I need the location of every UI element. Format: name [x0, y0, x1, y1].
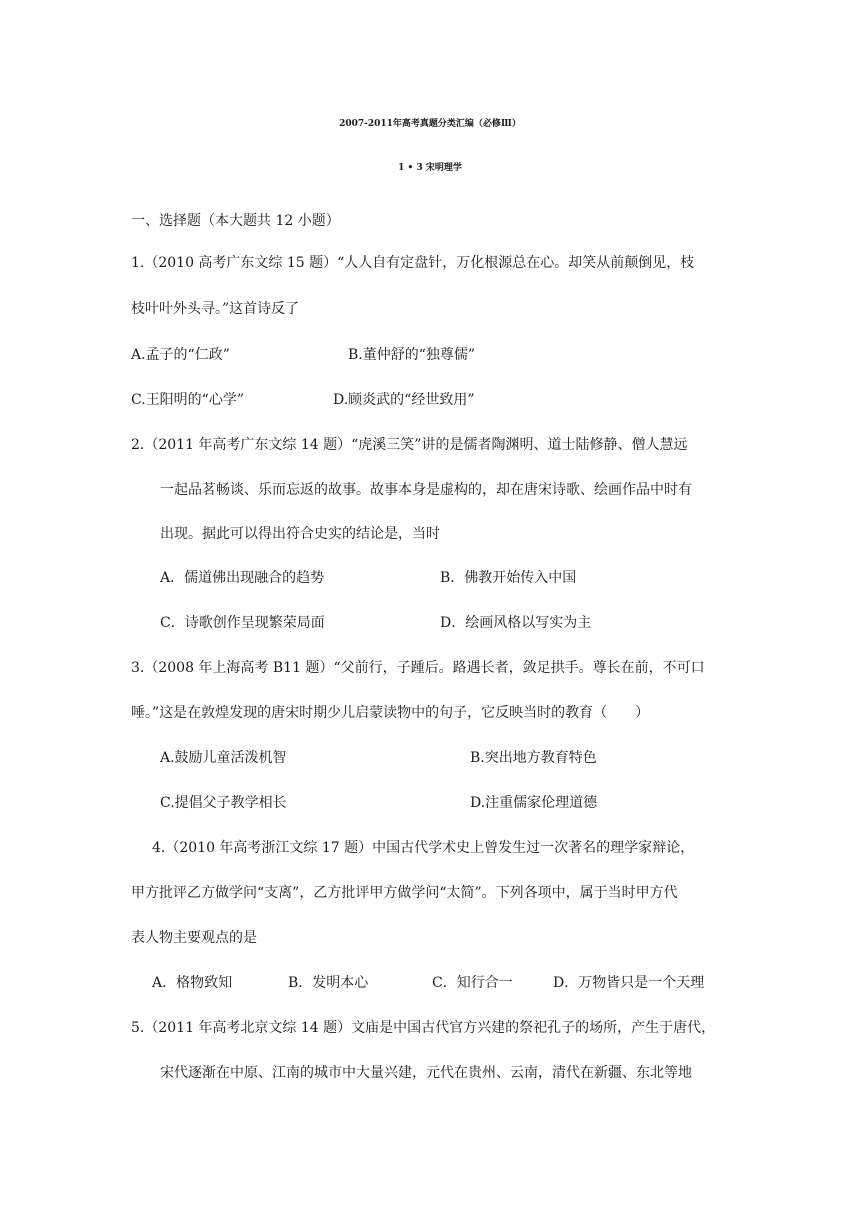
question-1-option-d: D.顾炎武的“经世致用”	[333, 392, 475, 408]
question-2-line-1: 2.（2011 年高考广东文综 14 题）“虎溪三笑”讲的是儒者陶渊明、道士陆修静、僧人慧远	[131, 437, 688, 453]
question-2-option-c: C．诗歌创作呈现繁荣局面	[160, 615, 325, 631]
question-4-line-2: 甲方批评乙方做学问“支离”，乙方批评甲方做学问“太简”。下列各项中，属于当时甲方代	[131, 885, 678, 901]
question-5-line-2: 宋代逐渐在中原、江南的城市中大量兴建，元代在贵州、云南，清代在新疆、东北等地	[160, 1065, 692, 1081]
question-1-line-1: 1.（2010 高考广东文综 15 题）“人人自有定盘针，万化根源总在心。却笑从前颠倒见，枝	[131, 255, 695, 271]
document-title: 2007-2011年高考真题分类汇编（必修Ⅲ）	[339, 119, 521, 129]
question-5-line-1: 5.（2011 年高考北京文综 14 题）文庙是中国古代官方兴建的祭祀孔子的场所，产生于唐代，	[131, 1020, 716, 1036]
question-4-option-d: D．万物皆只是一个天理	[553, 975, 705, 991]
document-subtitle: 1 • 3 宋明理学	[398, 163, 462, 173]
section-heading: 一、选择题（本大题共 12 小题）	[131, 213, 340, 229]
question-1-option-a: A.孟子的“仁政”	[131, 347, 230, 363]
question-1-line-2: 枝叶叶外头寻。”这首诗反了	[131, 301, 300, 317]
question-3-option-d: D.注重儒家伦理道德	[470, 795, 598, 811]
question-3-line-1: 3.（2008 年上海高考 B11 题）“父前行，子踵后。路遇长者，敛足拱手。尊长在前，不可口	[131, 660, 705, 676]
question-3-line-2: 唾。”这是在敦煌发现的唐宋时期少儿启蒙读物中的句子，它反映当时的教育（ ）	[131, 705, 650, 721]
question-4-option-b: B．发明本心	[288, 975, 369, 991]
question-2-line-2: 一起品茗畅谈、乐而忘返的故事。故事本身是虚构的，却在唐宋诗歌、绘画作品中时有	[160, 482, 692, 498]
question-4-line-3: 表人物主要观点的是	[131, 930, 257, 946]
question-4-option-c: C．知行合一	[432, 975, 513, 991]
question-3-option-a: A.鼓励儿童活泼机智	[160, 750, 287, 766]
question-3-option-c: C.提倡父子教学相长	[160, 795, 287, 811]
question-4-line-1: 4.（2010 年高考浙江文综 17 题）中国古代学术史上曾发生过一次著名的理学家辩论，	[152, 840, 695, 856]
question-4-option-a: A．格物致知	[152, 975, 233, 991]
question-2-option-d: D．绘画风格以写实为主	[440, 615, 592, 631]
question-1-option-b: B.董仲舒的“独尊儒”	[348, 347, 476, 363]
question-2-option-a: A．儒道佛出现融合的趋势	[160, 570, 325, 586]
question-2-option-b: B．佛教开始传入中国	[440, 570, 577, 586]
question-3-option-b: B.突出地方教育特色	[470, 750, 597, 766]
question-2-line-3: 出现。据此可以得出符合史实的结论是，当时	[160, 526, 440, 542]
question-1-option-c: C.王阳明的“心学”	[131, 392, 244, 408]
